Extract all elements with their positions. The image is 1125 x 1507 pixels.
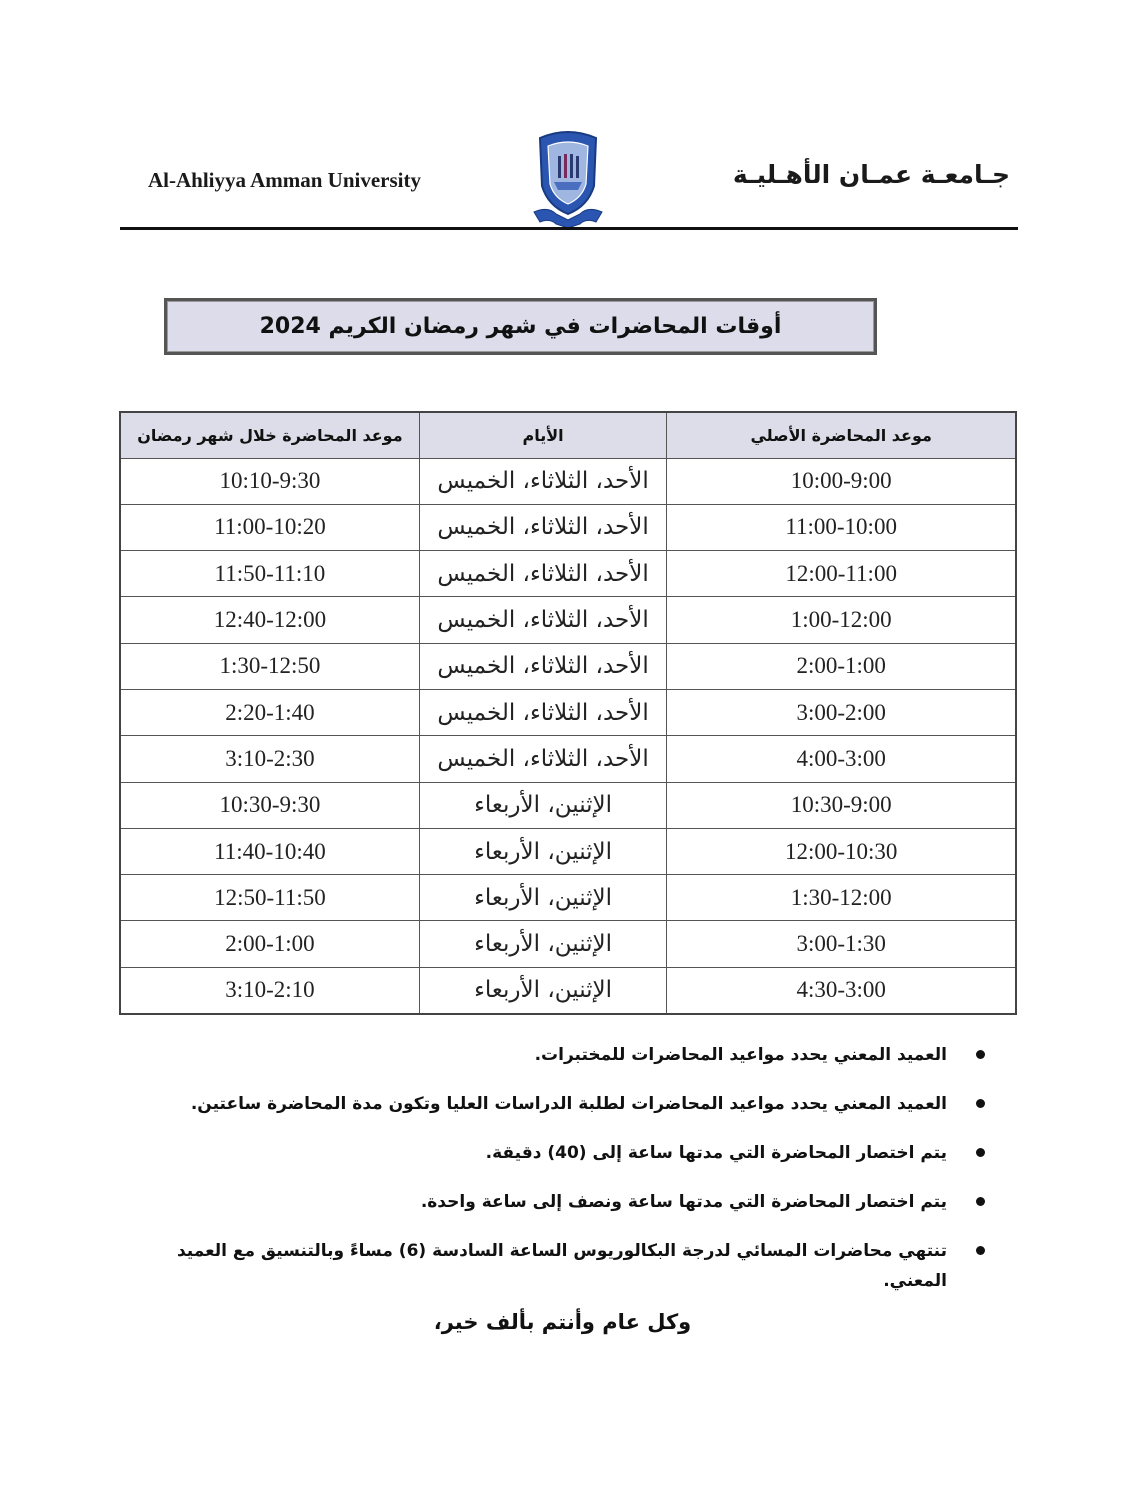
original-time-cell: 1:30-12:00 <box>667 875 1016 921</box>
table-row <box>120 736 1016 782</box>
university-name-english: Al-Ahliyya Amman University <box>148 168 421 192</box>
table-row <box>120 504 1016 550</box>
header-days: الأيام <box>419 412 666 458</box>
ramadan-time-cell: 12:50-11:50 <box>120 875 419 921</box>
table-row <box>120 597 1016 643</box>
table-row <box>120 967 1016 1013</box>
page-title: أوقات المحاضرات في شهر رمضان الكريم 2024 <box>259 314 782 339</box>
ramadan-time-cell: 1:30-12:50 <box>120 643 419 689</box>
bullet-icon <box>976 1246 985 1255</box>
original-time-cell: 11:00-10:00 <box>667 504 1016 550</box>
original-time-cell: 2:00-1:00 <box>667 643 1016 689</box>
original-time-cell: 4:00-3:00 <box>667 736 1016 782</box>
ramadan-time-cell: 3:10-2:10 <box>120 967 419 1013</box>
days-cell: الأحد، الثلاثاء، الخميس <box>419 643 666 689</box>
note-item <box>125 1236 985 1291</box>
note-text: يتم اختصار المحاضرة التي مدتها ساعة ونصف إلى ساعة واحدة. <box>420 1192 947 1212</box>
days-cell: الأحد، الثلاثاء، الخميس <box>419 504 666 550</box>
days-cell: الأحد، الثلاثاء، الخميس <box>419 689 666 735</box>
original-time-cell: 12:00-10:30 <box>667 828 1016 874</box>
bullet-icon <box>976 1148 985 1157</box>
header-ramadan-time: موعد المحاضرة خلال شهر رمضان <box>120 412 419 458</box>
ramadan-time-cell: 10:10-9:30 <box>120 458 419 504</box>
closing-greeting: وكل عام وأنتم بألف خير، <box>433 1310 692 1334</box>
table-row <box>120 782 1016 828</box>
university-name-arabic: جـامعـة عمـان الأهـليـة <box>732 160 1010 189</box>
table-row <box>120 689 1016 735</box>
note-item <box>125 1187 985 1236</box>
notes-list <box>125 1040 985 1291</box>
note-item <box>125 1089 985 1138</box>
days-cell: الإثنين، الأربعاء <box>419 828 666 874</box>
header-divider <box>120 227 1018 230</box>
title-banner <box>164 298 877 355</box>
days-cell: الإثنين، الأربعاء <box>419 967 666 1013</box>
schedule-table <box>119 411 1017 1015</box>
letterhead <box>120 120 1020 232</box>
bullet-icon <box>976 1197 985 1206</box>
ramadan-time-cell: 11:00-10:20 <box>120 504 419 550</box>
table-header-row <box>120 412 1016 458</box>
note-text: العميد المعني يحدد مواعيد المحاضرات لطلبة الدراسات العليا وتكون مدة المحاضرة ساعتين. <box>190 1094 947 1114</box>
note-item <box>125 1040 985 1089</box>
ramadan-time-cell: 2:00-1:00 <box>120 921 419 967</box>
original-time-cell: 10:00-9:00 <box>667 458 1016 504</box>
bullet-icon <box>976 1050 985 1059</box>
original-time-cell: 3:00-1:30 <box>667 921 1016 967</box>
table-row <box>120 875 1016 921</box>
note-text: يتم اختصار المحاضرة التي مدتها ساعة إلى (40) دقيقة. <box>485 1143 947 1163</box>
original-time-cell: 1:00-12:00 <box>667 597 1016 643</box>
days-cell: الإثنين، الأربعاء <box>419 782 666 828</box>
header-original-time: موعد المحاضرة الأصلي <box>667 412 1016 458</box>
ramadan-time-cell: 11:50-11:10 <box>120 551 419 597</box>
table-row <box>120 458 1016 504</box>
note-text: تنتهي محاضرات المسائي لدرجة البكالوريوس الساعة السادسة (6) مساءً وبالتنسيق مع العميد المعني. <box>176 1241 947 1291</box>
original-time-cell: 12:00-11:00 <box>667 551 1016 597</box>
table-row <box>120 828 1016 874</box>
days-cell: الأحد، الثلاثاء، الخميس <box>419 458 666 504</box>
ramadan-time-cell: 2:20-1:40 <box>120 689 419 735</box>
table-row <box>120 643 1016 689</box>
ramadan-time-cell: 11:40-10:40 <box>120 828 419 874</box>
ramadan-time-cell: 12:40-12:00 <box>120 597 419 643</box>
original-time-cell: 3:00-2:00 <box>667 689 1016 735</box>
days-cell: الأحد، الثلاثاء، الخميس <box>419 736 666 782</box>
original-time-cell: 4:30-3:00 <box>667 967 1016 1013</box>
table-row <box>120 921 1016 967</box>
note-text: العميد المعني يحدد مواعيد المحاضرات للمختبرات. <box>534 1045 947 1065</box>
ramadan-time-cell: 3:10-2:30 <box>120 736 419 782</box>
days-cell: الإثنين، الأربعاء <box>419 875 666 921</box>
bullet-icon <box>976 1099 985 1108</box>
days-cell: الإثنين، الأربعاء <box>419 921 666 967</box>
days-cell: الأحد، الثلاثاء، الخميس <box>419 551 666 597</box>
note-item <box>125 1138 985 1187</box>
ramadan-time-cell: 10:30-9:30 <box>120 782 419 828</box>
table-row <box>120 551 1016 597</box>
original-time-cell: 10:30-9:00 <box>667 782 1016 828</box>
university-crest-icon <box>528 128 608 228</box>
days-cell: الأحد، الثلاثاء، الخميس <box>419 597 666 643</box>
